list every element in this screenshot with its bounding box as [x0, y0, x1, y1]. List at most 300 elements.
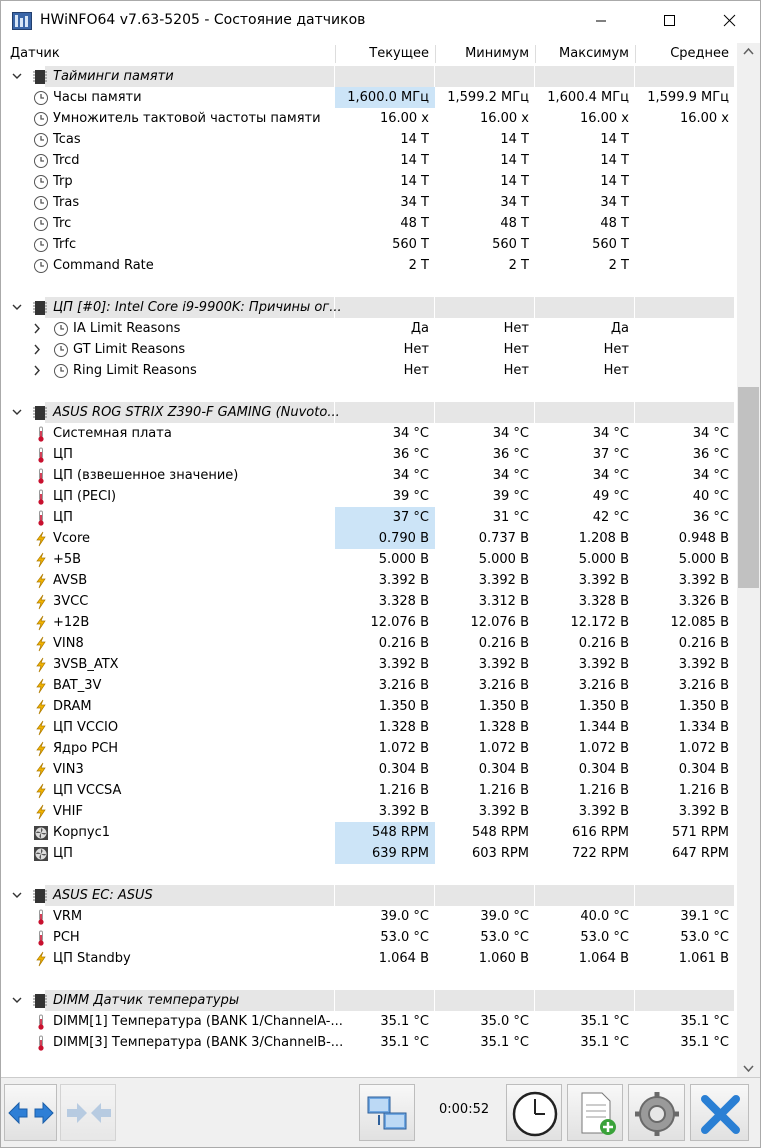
- value-max: Нет: [603, 363, 629, 378]
- group-name: ASUS ROG STRIX Z390-F GAMING (Nuvoto...: [53, 405, 340, 420]
- value-cur: 1.064 В: [378, 951, 429, 966]
- value-avg: 34 °C: [692, 426, 729, 441]
- value-max: 53.0 °C: [580, 930, 629, 945]
- value-max: 616 RPM: [571, 825, 629, 840]
- sensor-label: ЦП VCCSA: [53, 783, 122, 798]
- sensor-row[interactable]: [1, 948, 735, 969]
- sensor-row[interactable]: [1, 654, 735, 675]
- sensor-row[interactable]: [1, 423, 735, 444]
- minimize-icon: [591, 11, 611, 31]
- sensor-group-header[interactable]: [1, 990, 735, 1011]
- value-avg: 12.085 В: [670, 615, 729, 630]
- value-cur: 35.1 °C: [380, 1014, 429, 1029]
- arrows-inward-icon: [61, 1085, 117, 1142]
- maximize-button[interactable]: [646, 1, 692, 41]
- group-header-bg: [635, 885, 734, 906]
- sensor-row[interactable]: [1, 360, 735, 381]
- sensor-row[interactable]: [1, 801, 735, 822]
- value-cur: Нет: [403, 363, 429, 378]
- value-cur: 12.076 В: [370, 615, 429, 630]
- value-max: 14 T: [600, 174, 629, 189]
- sensor-row[interactable]: [1, 822, 735, 843]
- sensor-row[interactable]: [1, 738, 735, 759]
- nav-arrows-button[interactable]: [4, 1084, 57, 1141]
- value-cur: 14 T: [400, 153, 429, 168]
- group-header-bg: [635, 990, 734, 1011]
- value-min: 603 RPM: [471, 846, 529, 861]
- value-min: 0.304 В: [478, 762, 529, 777]
- value-avg: 1.350 В: [678, 699, 729, 714]
- sensor-label: ЦП VCCIO: [53, 720, 119, 735]
- value-avg: [635, 318, 735, 339]
- value-avg: [635, 150, 735, 171]
- value-min: 1.328 В: [478, 720, 529, 735]
- value-min: 1.072 В: [478, 741, 529, 756]
- value-min: 35.1 °C: [480, 1035, 529, 1050]
- value-cur: 34 °C: [392, 468, 429, 483]
- value-max: 3.392 В: [578, 804, 629, 819]
- reset-timer-button[interactable]: [506, 1084, 562, 1141]
- value-min: 3.392 В: [478, 573, 529, 588]
- sensor-label: IA Limit Reasons: [73, 321, 181, 336]
- group-header-bg: [435, 885, 534, 906]
- sensor-row[interactable]: [1, 255, 735, 276]
- value-max: 34 T: [600, 195, 629, 210]
- value-cur: 639 RPM: [335, 843, 435, 864]
- sensor-label: Trp: [53, 174, 73, 189]
- sensor-row[interactable]: [1, 528, 735, 549]
- group-name: ЦП [#0]: Intel Core i9-9900K: Причины ог...: [53, 300, 342, 315]
- minimize-button[interactable]: [578, 1, 624, 41]
- value-cur: 34 °C: [392, 426, 429, 441]
- value-avg: 36 °C: [692, 447, 729, 462]
- sensor-row[interactable]: [1, 192, 735, 213]
- collapse-arrows-button[interactable]: [60, 1084, 116, 1141]
- value-max: 12.172 В: [570, 615, 629, 630]
- close-sensors-button[interactable]: [690, 1084, 749, 1141]
- sensor-row[interactable]: [1, 780, 735, 801]
- value-avg: 34 °C: [692, 468, 729, 483]
- sensor-label: ЦП: [53, 510, 73, 525]
- column-current[interactable]: Текущее: [369, 46, 429, 61]
- value-avg: 1.072 В: [678, 741, 729, 756]
- value-cur: 35.1 °C: [380, 1035, 429, 1050]
- value-cur: 14 T: [400, 174, 429, 189]
- value-min: 3.392 В: [478, 657, 529, 672]
- sensor-row[interactable]: [1, 759, 735, 780]
- value-avg: [635, 171, 735, 192]
- value-cur: Да: [410, 321, 429, 336]
- value-cur: 16.00 x: [379, 111, 429, 126]
- value-min: 1,599.2 МГц: [447, 90, 529, 105]
- value-avg: 39.1 °C: [680, 909, 729, 924]
- group-header-bg: [535, 402, 634, 423]
- sensor-row[interactable]: [1, 1032, 735, 1053]
- sensor-row[interactable]: [1, 150, 735, 171]
- sensor-row[interactable]: [1, 213, 735, 234]
- value-cur: Нет: [403, 342, 429, 357]
- value-cur: 48 T: [400, 216, 429, 231]
- value-avg: 3.392 В: [678, 573, 729, 588]
- collapse-toggle-icon[interactable]: [11, 66, 23, 87]
- value-min: Нет: [503, 363, 529, 378]
- column-min[interactable]: Минимум: [465, 46, 529, 61]
- sensor-label: ЦП Standby: [53, 951, 131, 966]
- sensor-row[interactable]: [1, 675, 735, 696]
- value-cur: 3.392 В: [378, 804, 429, 819]
- value-avg: 16.00 x: [679, 111, 729, 126]
- expand-toggle-icon[interactable]: [31, 339, 43, 360]
- value-max: 16.00 x: [579, 111, 629, 126]
- sensor-label: PCH: [53, 930, 80, 945]
- value-avg: 40 °C: [692, 489, 729, 504]
- group-header-bg: [435, 297, 534, 318]
- value-min: 34 °C: [492, 426, 529, 441]
- value-cur: 5.000 В: [378, 552, 429, 567]
- sensor-group-header[interactable]: [1, 297, 735, 318]
- value-min: 48 T: [500, 216, 529, 231]
- value-max: 1.208 В: [578, 531, 629, 546]
- app-icon: [12, 12, 32, 30]
- sensor-row[interactable]: [1, 633, 735, 654]
- close-icon: [719, 11, 739, 31]
- value-min: 5.000 В: [478, 552, 529, 567]
- value-avg: 36 °C: [692, 510, 729, 525]
- sensor-label: Умножитель тактовой частоты памяти: [53, 111, 321, 126]
- value-cur: 560 T: [392, 237, 429, 252]
- sensor-label: Часы памяти: [53, 90, 142, 105]
- value-cur: 36 °C: [392, 447, 429, 462]
- group-header-bg: [435, 402, 534, 423]
- sensor-label: Command Rate: [53, 258, 154, 273]
- group-header-bg: [635, 66, 734, 87]
- gear-icon: [629, 1085, 686, 1142]
- sensor-group-header[interactable]: [1, 402, 735, 423]
- value-cur: 1.328 В: [378, 720, 429, 735]
- sensor-row[interactable]: [1, 612, 735, 633]
- value-avg: 5.000 В: [678, 552, 729, 567]
- value-avg: [635, 360, 735, 381]
- settings-button[interactable]: [628, 1084, 685, 1141]
- value-min: 39.0 °C: [480, 909, 529, 924]
- value-avg: 0.304 В: [678, 762, 729, 777]
- sensor-label: Tras: [53, 195, 80, 210]
- collapse-toggle-icon[interactable]: [11, 885, 23, 906]
- group-header-bg: [335, 297, 434, 318]
- value-avg: 53.0 °C: [680, 930, 729, 945]
- group-header-bg: [335, 66, 434, 87]
- sensor-label: VIN3: [53, 762, 84, 777]
- value-max: 14 T: [600, 153, 629, 168]
- value-avg: 35.1 °C: [680, 1035, 729, 1050]
- collapse-toggle-icon[interactable]: [11, 990, 23, 1011]
- sensor-label: Trfc: [53, 237, 77, 252]
- sensor-row[interactable]: [1, 696, 735, 717]
- group-header-bg: [335, 402, 434, 423]
- sensor-label: Trcd: [53, 153, 80, 168]
- sensor-row[interactable]: [1, 108, 735, 129]
- value-cur: 548 RPM: [335, 822, 435, 843]
- value-max: 37 °C: [592, 447, 629, 462]
- value-max: 34 °C: [592, 468, 629, 483]
- value-min: 3.216 В: [478, 678, 529, 693]
- value-cur: 3.392 В: [378, 657, 429, 672]
- value-max: 3.392 В: [578, 657, 629, 672]
- sensor-row[interactable]: [1, 465, 735, 486]
- value-max: 1.064 В: [578, 951, 629, 966]
- value-min: 14 T: [500, 153, 529, 168]
- sensor-row[interactable]: [1, 339, 735, 360]
- value-cur: 1.350 В: [378, 699, 429, 714]
- value-max: 1.216 В: [578, 783, 629, 798]
- value-cur: 0.304 В: [378, 762, 429, 777]
- value-avg: [635, 234, 735, 255]
- scrollbar-thumb[interactable]: [738, 387, 759, 588]
- value-min: 31 °C: [492, 510, 529, 525]
- value-cur: 2 T: [408, 258, 429, 273]
- scroll-down-icon[interactable]: [737, 1060, 760, 1077]
- sensor-row[interactable]: [1, 507, 735, 528]
- sensor-label: Trc: [53, 216, 72, 231]
- value-avg: 0.216 В: [678, 636, 729, 651]
- group-name: ASUS EC: ASUS: [53, 888, 153, 903]
- value-avg: 35.1 °C: [680, 1014, 729, 1029]
- value-min: 560 T: [492, 237, 529, 252]
- value-avg: 3.392 В: [678, 804, 729, 819]
- group-name: Тайминги памяти: [53, 69, 174, 84]
- sensor-row[interactable]: [1, 549, 735, 570]
- sensor-row[interactable]: [1, 717, 735, 738]
- value-max: 1.344 В: [578, 720, 629, 735]
- value-max: 3.392 В: [578, 573, 629, 588]
- sensor-row[interactable]: [1, 318, 735, 339]
- collapse-toggle-icon[interactable]: [11, 297, 23, 318]
- group-header-bg: [535, 297, 634, 318]
- value-max: 40.0 °C: [580, 909, 629, 924]
- value-min: 0.737 В: [478, 531, 529, 546]
- column-sensor[interactable]: Датчик: [10, 46, 60, 61]
- sensor-row[interactable]: [1, 591, 735, 612]
- value-cur: 34 T: [400, 195, 429, 210]
- sensor-row[interactable]: [1, 1011, 735, 1032]
- group-header-bg: [635, 402, 734, 423]
- value-min: 36 °C: [492, 447, 529, 462]
- network-computers-icon: [360, 1085, 416, 1142]
- value-min: 2 T: [508, 258, 529, 273]
- value-cur: 3.216 В: [378, 678, 429, 693]
- sensor-label: ЦП (взвешенное значение): [53, 468, 239, 483]
- value-avg: 571 RPM: [671, 825, 729, 840]
- value-avg: 1.216 В: [678, 783, 729, 798]
- value-min: Нет: [503, 342, 529, 357]
- value-cur: 0.216 В: [378, 636, 429, 651]
- sensor-label: DIMM[1] Температура (BANK 1/ChannelA-...: [53, 1014, 343, 1029]
- close-icon: [691, 1085, 750, 1142]
- group-header-bg: [535, 885, 634, 906]
- value-max: 35.1 °C: [580, 1035, 629, 1050]
- value-min: 34 T: [500, 195, 529, 210]
- group-header-bg: [535, 990, 634, 1011]
- value-min: 34 °C: [492, 468, 529, 483]
- column-max[interactable]: Максимум: [559, 46, 629, 61]
- value-min: 1.350 В: [478, 699, 529, 714]
- value-cur: 37 °C: [335, 507, 435, 528]
- value-max: 1,600.4 МГц: [547, 90, 629, 105]
- expand-toggle-icon[interactable]: [31, 318, 43, 339]
- value-cur: 1,600.0 МГц: [335, 87, 435, 108]
- sensor-row[interactable]: [1, 444, 735, 465]
- value-cur: 39.0 °C: [380, 909, 429, 924]
- value-min: 1.060 В: [478, 951, 529, 966]
- sensor-label: Ядро PCH: [53, 741, 119, 756]
- sensor-label: +5В: [53, 552, 82, 567]
- value-avg: 1.061 В: [678, 951, 729, 966]
- value-max: Нет: [603, 342, 629, 357]
- sensor-label: 3VSB_ATX: [53, 657, 119, 672]
- value-max: 49 °C: [592, 489, 629, 504]
- column-avg[interactable]: Среднее: [670, 46, 729, 61]
- group-header-bg: [335, 990, 434, 1011]
- group-header-bg: [435, 66, 534, 87]
- value-max: 35.1 °C: [580, 1014, 629, 1029]
- value-min: 14 T: [500, 132, 529, 147]
- value-avg: 0.948 В: [678, 531, 729, 546]
- sensor-label: GT Limit Reasons: [73, 342, 186, 357]
- value-max: 722 RPM: [571, 846, 629, 861]
- value-min: 39 °C: [492, 489, 529, 504]
- value-avg: [635, 129, 735, 150]
- left-right-arrows-icon: [5, 1085, 58, 1142]
- collapse-toggle-icon[interactable]: [11, 402, 23, 423]
- value-min: 12.076 В: [470, 615, 529, 630]
- value-avg: [635, 213, 735, 234]
- value-max: 3.216 В: [578, 678, 629, 693]
- sensor-label: ЦП (PECI): [53, 489, 117, 504]
- value-max: 5.000 В: [578, 552, 629, 567]
- sensor-row[interactable]: [1, 87, 735, 108]
- value-avg: 3.392 В: [678, 657, 729, 672]
- title-bar[interactable]: [1, 1, 760, 41]
- sensor-group-header[interactable]: [1, 66, 735, 87]
- sensor-label: VIN8: [53, 636, 84, 651]
- value-min: 3.312 В: [478, 594, 529, 609]
- value-max: 560 T: [592, 237, 629, 252]
- value-avg: [635, 192, 735, 213]
- sensor-list[interactable]: [1, 65, 735, 1077]
- value-max: 34 °C: [592, 426, 629, 441]
- sensor-label: Системная плата: [53, 426, 172, 441]
- sensor-label: Vcore: [53, 531, 91, 546]
- value-min: 35.0 °C: [480, 1014, 529, 1029]
- network-button[interactable]: [359, 1084, 415, 1141]
- value-min: 548 RPM: [471, 825, 529, 840]
- logging-button[interactable]: [567, 1084, 623, 1141]
- sensor-label: 3VCC: [53, 594, 89, 609]
- window-title: HWiNFO64 v7.63-5205 - Состояние датчиков: [40, 12, 366, 28]
- clock-icon: [507, 1085, 563, 1142]
- sensor-label: VHIF: [53, 804, 83, 819]
- value-avg: 1.334 В: [678, 720, 729, 735]
- value-max: 1.072 В: [578, 741, 629, 756]
- value-max: Да: [610, 321, 629, 336]
- column-header: [1, 43, 735, 65]
- group-header-bg: [635, 297, 734, 318]
- sensor-row[interactable]: [1, 129, 735, 150]
- group-name: DIMM Датчик температуры: [53, 993, 240, 1008]
- sensor-label: BAT_3V: [53, 678, 102, 693]
- sensor-label: DIMM[3] Температура (BANK 3/ChannelB-...: [53, 1035, 344, 1050]
- sensor-label: ЦП: [53, 447, 73, 462]
- value-min: 3.392 В: [478, 804, 529, 819]
- value-avg: 1,599.9 МГц: [647, 90, 729, 105]
- close-button[interactable]: [706, 1, 752, 41]
- group-header-bg: [535, 66, 634, 87]
- value-min: Нет: [503, 321, 529, 336]
- value-max: 14 T: [600, 132, 629, 147]
- sensor-label: VRM: [53, 909, 83, 924]
- value-min: 53.0 °C: [480, 930, 529, 945]
- value-avg: 3.326 В: [678, 594, 729, 609]
- sensor-label: Tcas: [53, 132, 81, 147]
- add-document-icon: [568, 1085, 624, 1142]
- scroll-up-icon[interactable]: [737, 43, 760, 60]
- value-max: 0.216 В: [578, 636, 629, 651]
- value-max: 42 °C: [592, 510, 629, 525]
- value-cur: 3.328 В: [378, 594, 429, 609]
- elapsed-timer: 0:00:52: [439, 1102, 490, 1117]
- sensor-row[interactable]: [1, 486, 735, 507]
- value-cur: 14 T: [400, 132, 429, 147]
- sensor-group-header[interactable]: [1, 885, 735, 906]
- value-cur: 1.072 В: [378, 741, 429, 756]
- value-max: 3.328 В: [578, 594, 629, 609]
- value-min: 1.216 В: [478, 783, 529, 798]
- sensor-row[interactable]: [1, 906, 735, 927]
- value-avg: [635, 255, 735, 276]
- group-header-bg: [335, 885, 434, 906]
- sensor-label: ЦП: [53, 846, 73, 861]
- sensor-label: AVSB: [53, 573, 88, 588]
- value-avg: [635, 339, 735, 360]
- value-avg: 3.216 В: [678, 678, 729, 693]
- value-max: 0.304 В: [578, 762, 629, 777]
- sensor-row[interactable]: [1, 570, 735, 591]
- value-avg: 647 RPM: [671, 846, 729, 861]
- expand-toggle-icon[interactable]: [31, 360, 43, 381]
- value-max: 2 T: [608, 258, 629, 273]
- value-min: 0.216 В: [478, 636, 529, 651]
- value-cur: 0.790 В: [335, 528, 435, 549]
- sensor-row[interactable]: [1, 171, 735, 192]
- vertical-scrollbar[interactable]: [737, 43, 760, 1077]
- maximize-icon: [659, 11, 679, 31]
- value-min: 14 T: [500, 174, 529, 189]
- value-cur: 1.216 В: [378, 783, 429, 798]
- sensor-label: +12В: [53, 615, 90, 630]
- value-cur: 3.392 В: [378, 573, 429, 588]
- group-header-bg: [435, 990, 534, 1011]
- value-min: 16.00 x: [479, 111, 529, 126]
- value-cur: 53.0 °C: [380, 930, 429, 945]
- toolbar: [1, 1077, 760, 1148]
- value-cur: 39 °C: [392, 489, 429, 504]
- sensor-row[interactable]: [1, 927, 735, 948]
- sensor-label: DRAM: [53, 699, 92, 714]
- sensor-label: Корпус1: [53, 825, 111, 840]
- sensor-row[interactable]: [1, 843, 735, 864]
- sensor-row[interactable]: [1, 234, 735, 255]
- sensor-label: Ring Limit Reasons: [73, 363, 197, 378]
